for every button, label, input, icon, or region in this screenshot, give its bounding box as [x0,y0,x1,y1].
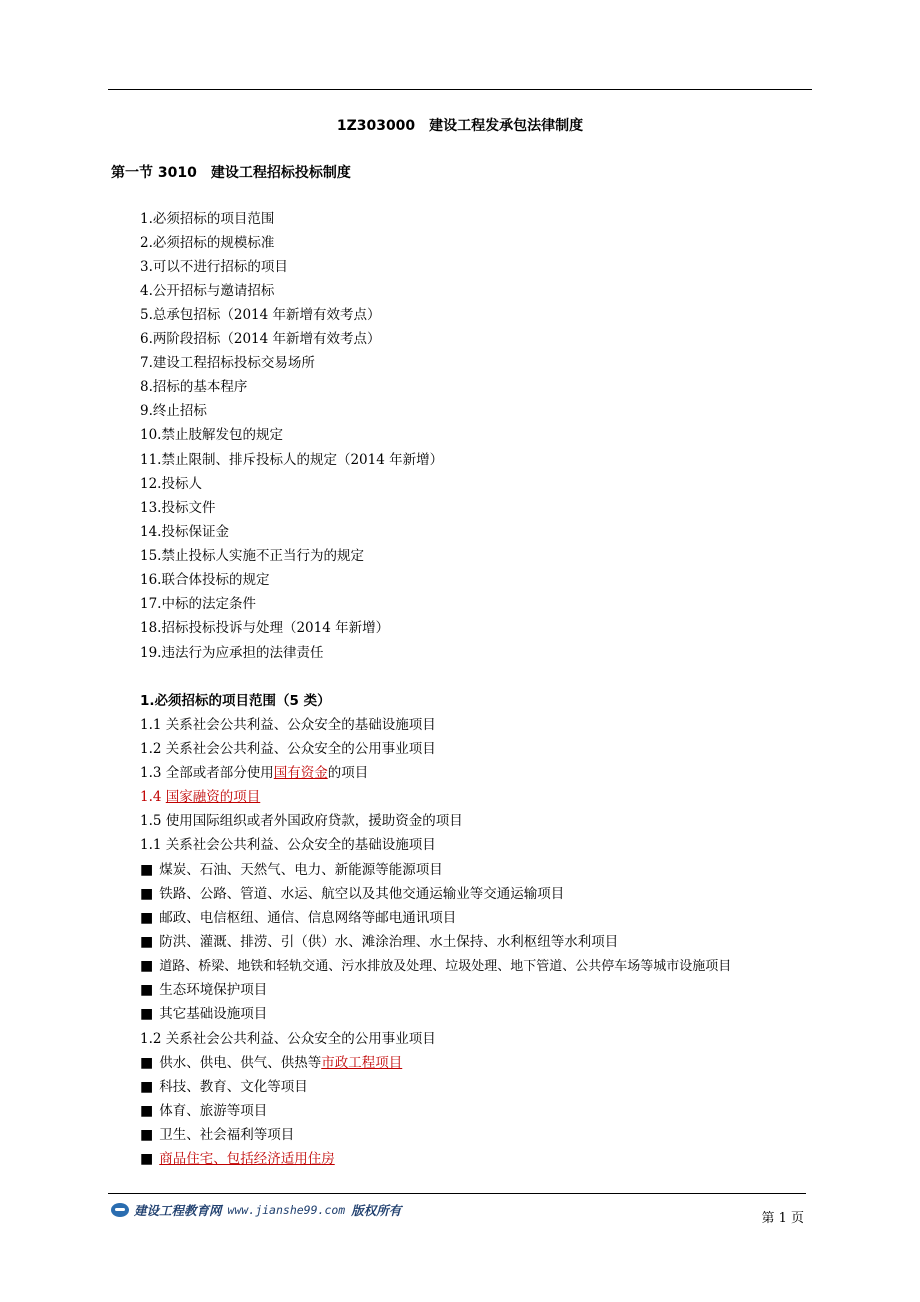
bullet-item: ■ 煤炭、石油、天然气、电力、新能源等能源项目 [140,862,443,878]
bullet-square-icon: ■ [140,958,154,974]
bullet-item: ■ 体育、旅游等项目 [140,1103,268,1119]
content-line: 1.1 关系社会公共利益、公众安全的基础设施项目 [140,717,436,733]
site-name: 建设工程教育网 [134,1203,222,1218]
toc-item: 12.投标人 [140,476,202,492]
toc-item: 6.两阶段招标（2014 年新增有效考点） [140,331,381,347]
toc-item: 9.终止招标 [140,403,207,419]
state-funds-link[interactable]: 国有资金 [273,765,328,781]
toc-item: 2.必须招标的规模标准 [140,235,275,251]
site-logo-icon [111,1203,129,1217]
bullet-item: ■ 铁路、公路、管道、水运、航空以及其他交通运输业等交通运输项目 [140,886,565,902]
content-text: 的项目 [327,765,369,781]
toc-item: 19.违法行为应承担的法律责任 [140,645,324,661]
toc-item: 17.中标的法定条件 [140,596,256,612]
bullet-item [140,1149,335,1169]
content-number: 1.4 [140,789,166,805]
toc-item: 4.公开招标与邀请招标 [140,283,275,299]
bullet-item: ■ 卫生、社会福利等项目 [140,1127,295,1143]
bullet-square-icon: ■ [140,886,154,902]
section-heading: 第一节 3010 建设工程招标投标制度 [111,165,351,181]
bullet-square-icon: ■ [140,1055,154,1071]
toc-item: 10.禁止肢解发包的规定 [140,427,283,443]
toc-item: 18.招标投标投诉与处理（2014 年新增） [140,620,390,636]
municipal-project-link[interactable]: 市政工程项目 [321,1055,403,1071]
content-heading: 1.必须招标的项目范围（5 类） [140,693,331,709]
toc-item: 15.禁止投标人实施不正当行为的规定 [140,548,364,564]
bullet-square-icon: ■ [140,862,154,878]
copyright-text: 版权所有 [351,1203,402,1218]
content-text: 1.3 全部或者部分使用 [140,765,274,781]
toc-item: 8.招标的基本程序 [140,379,248,395]
bullet-square-icon: ■ [140,1103,154,1119]
bullet-square-icon: ■ [140,1006,154,1022]
content-line: 1.5 使用国际组织或者外国政府贷款，援助资金的项目 [140,813,463,829]
bullet-item: ■ 供水、供电、供气、供热等市政工程项目 [140,1055,403,1071]
content-line [140,763,368,783]
toc-item: 7.建设工程招标投标交易场所 [140,355,315,371]
toc-item: 11.禁止限制、排斥投标人的规定（2014 年新增） [140,452,444,468]
content-line: 1.2 关系社会公共利益、公众安全的公用事业项目 [140,741,436,757]
bullet-square-icon: ■ [140,982,154,998]
housing-link[interactable]: 商品住宅、包括经济适用住房 [159,1151,335,1167]
bullet-item: ■ 邮政、电信枢纽、通信、信息网络等邮电通讯项目 [140,910,457,926]
page-number: 第 1 页 [761,1211,804,1226]
header-rule [108,89,812,90]
bullet-square-icon: ■ [140,934,154,950]
document-title: 1Z303000 建设工程发承包法律制度 [336,118,584,134]
footer-rule [108,1193,806,1194]
state-financing-link[interactable]: 国家融资的项目 [165,789,261,805]
site-url-link[interactable]: www.jianshe99.com [227,1203,346,1217]
toc-item: 1.必须招标的项目范围 [140,211,275,227]
bullet-square-icon: ■ [140,1127,154,1143]
bullet-item: ■ 科技、教育、文化等项目 [140,1079,308,1095]
content-line [140,787,260,807]
bullet-square-icon: ■ [140,910,154,926]
bullet-item: ■ 道路、桥梁、地铁和轻轨交通、污水排放及处理、垃圾处理、地下管道、公共停车场等城市设施项目 [140,958,732,974]
toc-item: 16.联合体投标的规定 [140,572,270,588]
bullet-item: ■ 生态环境保护项目 [140,982,268,998]
bullet-square-icon: ■ [140,1079,154,1095]
toc-item: 14.投标保证金 [140,524,229,540]
content-line: 1.2 关系社会公共利益、公众安全的公用事业项目 [140,1031,436,1047]
bullet-item: ■ 防洪、灌溉、排涝、引（供）水、滩涂治理、水土保持、水利枢纽等水利项目 [140,934,619,950]
content-line: 1.1 关系社会公共利益、公众安全的基础设施项目 [140,837,436,853]
toc-item: 13.投标文件 [140,500,216,516]
bullet-item: ■ 其它基础设施项目 [140,1006,268,1022]
footer-branding [111,1201,401,1219]
bullet-square-icon: ■ [140,1151,154,1167]
toc-item: 5.总承包招标（2014 年新增有效考点） [140,307,381,323]
toc-item: 3.可以不进行招标的项目 [140,259,288,275]
